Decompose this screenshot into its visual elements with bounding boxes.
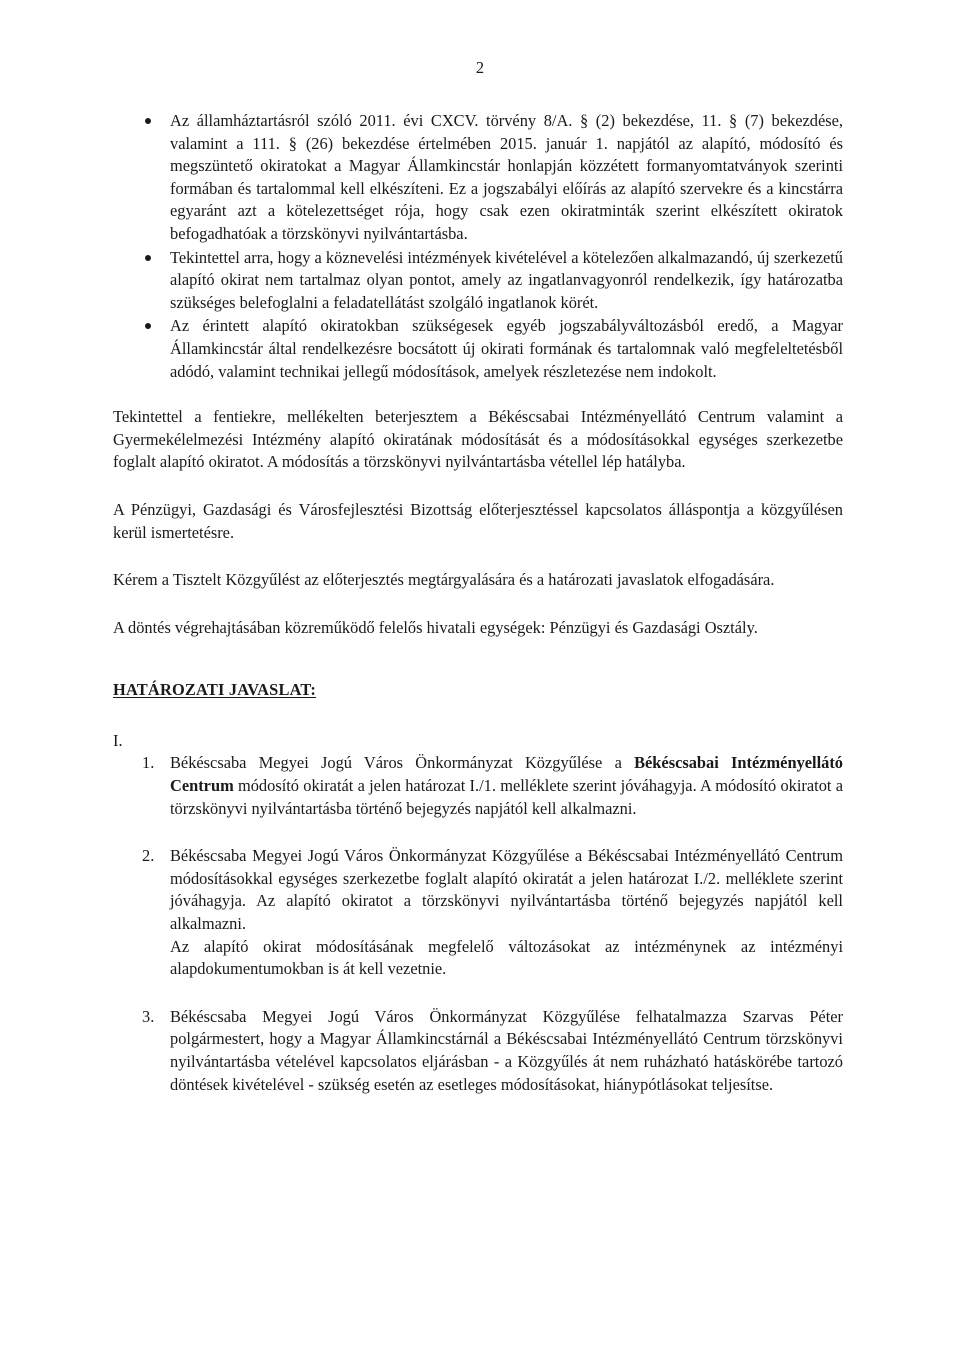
item-number: 3. (142, 1006, 155, 1026)
resolution-part-label: I. (113, 730, 123, 750)
resolution-items (113, 752, 843, 1096)
item-text: Békéscsaba Megyei Jogú Város Önkormányzat Közgyűlése felhatalmazza Szarvas Péter polgármestert, hogy a Magyar Államkincstárnál a Békéscsabai Intézményellátó Centrum törzskönyvi nyilvántartásba vételével kapcsolatos eljárásban - a Közgyűlés át nem ruházható hatáskörébe tartozó döntések kivételével - szükség esetén az esetleges módosításokat, hiánypótlásokat teljesítse. (170, 1006, 843, 1094)
submission-paragraph: Tekintettel a fentiekre, mellékelten beterjesztem a Békéscsabai Intézményellátó Centrum valamint a Gyermekélelmezési Intézmény alapító okiratának módosítását és a módosításokkal egységes szerkezetbe foglalt alapító okiratot. A módosítás a törzskönyvi nyilvántartásba vétellel lép hatályba. (113, 407, 843, 472)
justification-list (113, 110, 843, 383)
resolution-item (113, 1006, 843, 1096)
list-item: Az érintett alapító okiratokban szükségesek egyéb jogszabályváltozásból eredő, a Magyar Államkincstár által rendelkezésre bocsátott új okirati formának és tartalomnak való megfeleltetésből adódó, valamint technikai jellegű módosítások, amelyek részletezése nem indokolt. (113, 315, 843, 383)
resolution-heading: HATÁROZATI JAVASLAT: (113, 680, 317, 700)
item-number: 1. (142, 753, 155, 773)
item-number: 2. (142, 846, 155, 866)
list-item: Az államháztartásról szóló 2011. évi CXCV. törvény 8/A. § (2) bekezdése, 11. § (7) bekezdése, valamint a 111. § (26) bekezdése értelmében 2015. január 1. napjától az alapító, módosító és megszüntető okiratokat a Magyar Államkincstár honlapján közzétett formanyomtatványok szerinti formában és tartalommal kell elkészíteni. Ez a jogszabályi előírás az alapító szervekre és a kincstárra egyaránt azt a kötelezettséget rója, hogy csak ezen okiratminták szerint elkészített okiratok befogadhatóak a törzskönyvi nyilvántartásba. (113, 110, 843, 246)
committee-paragraph: A Pénzügyi, Gazdasági és Városfejlesztési Bizottság előterjesztéssel kapcsolatos álláspontja a közgyűlésen kerül ismertetésre. (113, 499, 843, 542)
document-body (113, 110, 843, 1096)
request-paragraph: Kérem a Tisztelt Közgyűlést az előterjesztés megtárgyalására és a határozati javaslatok elfogadására. (113, 570, 775, 590)
resolution-item (113, 752, 843, 820)
item-text: Békéscsaba Megyei Jogú Város Önkormányzat Közgyűlése a Békéscsabai Intézményellátó Centrum módosításokkal egységes szerkezetbe foglalt alapító okiratát a jelen határozat I./2. melléklete szerint jóváhagyja. Az alapító okiratot a törzskönyvi nyilvántartásba történő bejegyzés napjától kell alkalmazni. (170, 846, 843, 934)
item-text-continued: Az alapító okirat módosításának megfelelő változásokat az intézménynek az intézményi alapdokumentumokban is át kell vezetnie. (170, 936, 843, 979)
item-text (170, 752, 843, 820)
list-item: Tekintettel arra, hogy a köznevelési intézmények kivételével a kötelezően alkalmazandó, új szerkezetű alapító okirat nem tartalmaz olyan pontot, amely az ingatlanvagyonról rendelkezik, így határozatba szükséges belefoglalni a feladatellátást szolgáló ingatlanok körét. (113, 247, 843, 315)
institution-name: Békéscsabai Intézményellátó Centrum (170, 753, 843, 796)
item-text-start: Békéscsaba Megyei Jogú Város Önkormányzat Közgyűlése a (170, 753, 635, 773)
item-text-end: módosító okiratát a jelen határozat I./1. melléklete szerint jóváhagyja. A módosító okiratot a törzskönyvi nyilvántartásba történő bejegyzés napjától kell alkalmazni. (170, 776, 843, 818)
resolution-item (113, 845, 843, 981)
page-number: 2 (475, 58, 485, 77)
responsible-units-paragraph: A döntés végrehajtásában közreműködő felelős hivatali egységek: Pénzügyi és Gazdasági Osztály. (113, 617, 758, 637)
